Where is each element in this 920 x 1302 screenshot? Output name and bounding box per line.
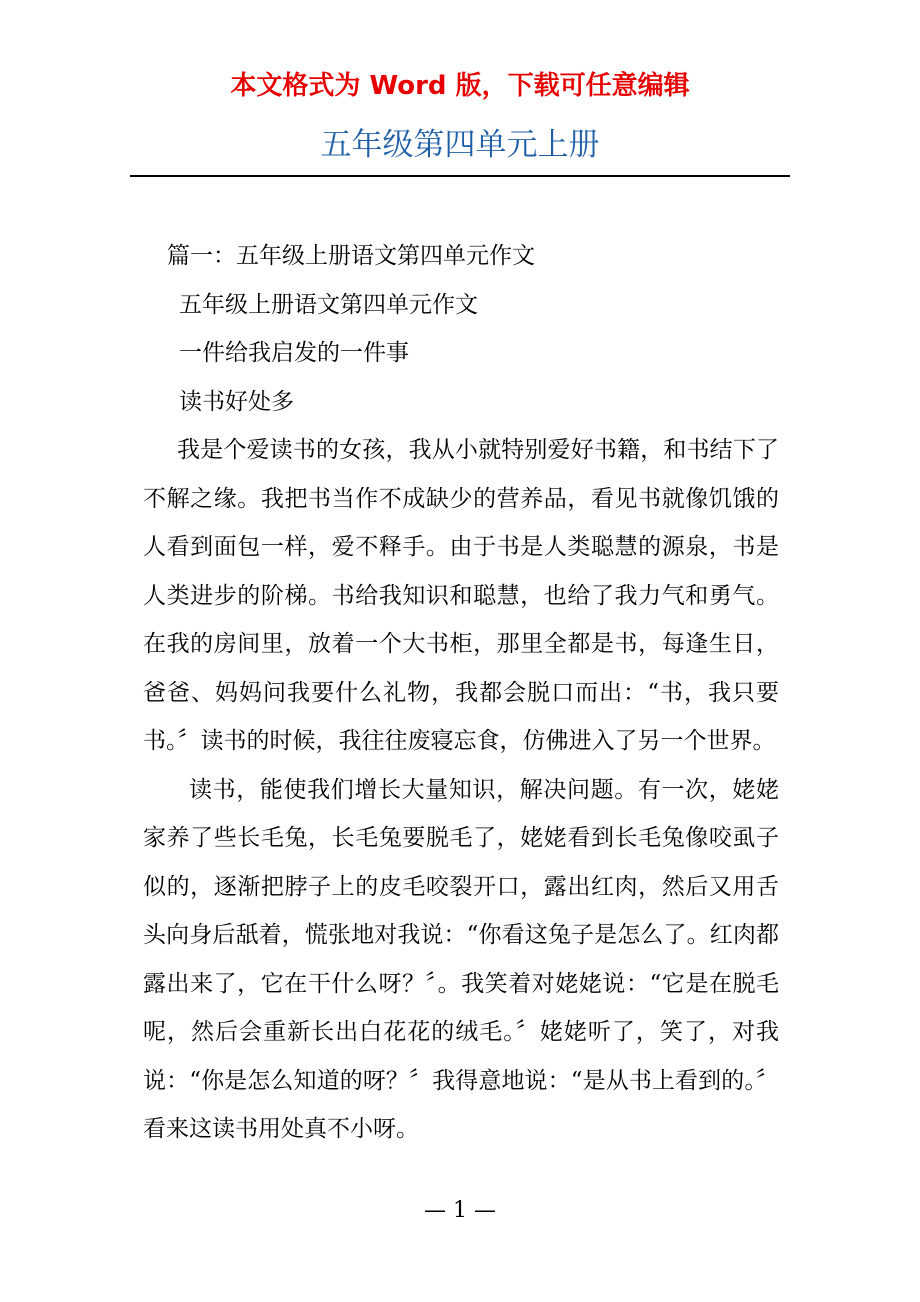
essay-paragraph-2: 读书，能使我们增长大量知识，解决问题。有一次，姥姥家养了些长毛兔，长毛兔要脱毛了，姥姥看到长毛兔像咬虱子似的，逐渐把脖子上的皮毛咬裂开口，露出红肉，然后又用舌头向身后舐着，慌张地对我说：“你看这兔子是怎么了。红肉都露出来了，它在干什么呀？〞。我笑着对姥姥说：“它是在脱毛呢，然后会重新长出白花花的绒毛。〞姥姥听了，笑了，对我说：“你是怎么知道的呀？〞我得意地说：“是从书上看到的。〞看来这读书用处真不小呀。 [143, 776, 779, 1142]
section-heading: 篇一：五年级上册语文第四单元作文 [167, 243, 535, 269]
document-title: 五年级第四单元上册 [320, 127, 600, 163]
essay-title: 读书好处多 [179, 388, 294, 415]
subheading: 五年级上册语文第四单元作文 [179, 291, 478, 318]
header-divider [130, 175, 790, 177]
essay-paragraph-1: 我是个爱读书的女孩，我从小就特别爱好书籍，和书结下了不解之缘。我把书当作不成缺少的营养品，看见书就像饥饿的人看到面包一样，爱不释手。由于书是人类聪慧的源泉，书是人类进步的阶梯。书给我知识和聪慧，也给了我力气和勇气。在我的房间里，放着一个大书柜，那里全都是书，每逢生日，爸爸、妈妈问我要什么礼物，我都会脱口而出：“书，我只要书。〞读书的时候，我往往废寝忘食，仿佛进入了另一个世界。 [143, 437, 779, 754]
format-notice-banner: 本文格式为 Word 版，下载可任意编辑 [230, 71, 690, 101]
page-number: — 1 — [424, 1198, 496, 1223]
topic-line: 一件给我启发的一件事 [179, 340, 409, 366]
document-body [143, 232, 779, 1154]
